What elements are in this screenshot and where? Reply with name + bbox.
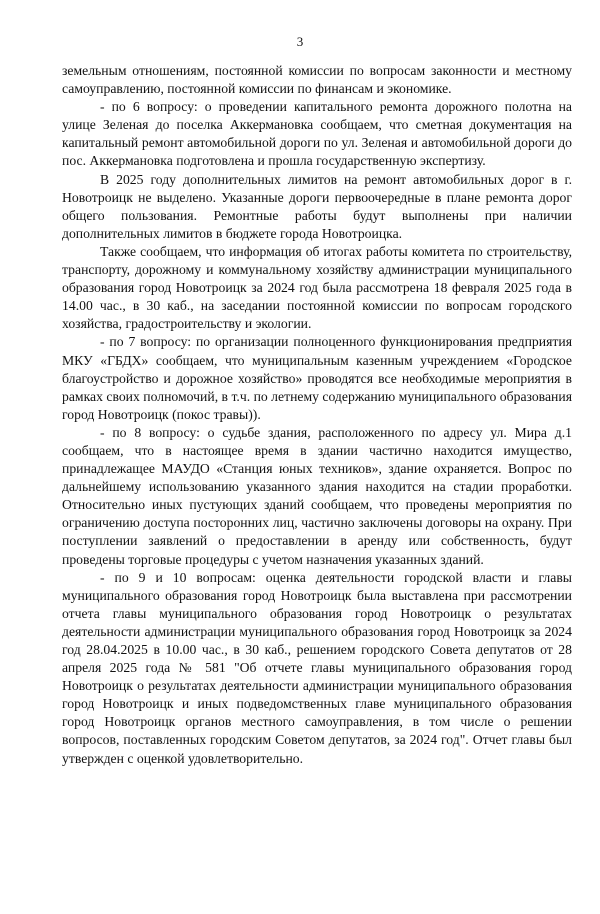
paragraph-question-8: - по 8 вопросу: о судьбе здания, расположенного по адресу ул. Мира д.1 сообщаем, что в настоящее время в здании частично находится имущество, принадлежащее МАУДО «Станция юных техников», здание охраняется. Вопрос по дальнейшему использованию указанного здания находится на стадии проработки. Относительно иных пустующих зданий сообщаем, что проведены мероприятия по ограничению доступа посторонних лиц, частично заключены договоры на охрану. При поступлении заявлений о предоставлении в аренду или собственность, будут проведены торговые процедуры с учетом назначения указанных зданий. <box>62 424 572 567</box>
paragraph-question-6: - по 6 вопросу: о проведении капитального ремонта дорожного полотна на улице Зеленая до поселка Аккермановка сообщаем, что сметная документация на капитальный ремонт автомобильной дороги по ул. Зеленая и автомобильной дороги до пос. Аккермановка подготовлена и прошла государственную экспертизу. <box>62 99 572 169</box>
paragraph-continuation: земельным отношениям, постоянной комиссии по вопросам законности и местному самоуправлению, постоянной комиссии по финансам и экономике. <box>62 63 572 97</box>
paragraph-questions-9-10: - по 9 и 10 вопросам: оценка деятельности городской власти и главы муниципального образования город Новотроицк была выставлена при рассмотрении отчета главы муниципального образования город Новотроицк о результатах деятельности администрации муниципального образования город Новотроицк за 2024 год 28.04.2025 в 10.00 час., в 30 каб., решением городского Совета депутатов от 28 апреля 2025 года № 581 "Об отчете главы муниципального образования город Новотроицк о результатах деятельности администрации муниципального образования город Новотроицк и иных подведомственных главе муниципального образования город Новотроицк органов местного самоуправления, в том числе о решении вопросов, поставленных городским Советом депутатов, за 2024 год". Отчет главы был утвержден с оценкой удовлетворительно. <box>62 569 572 766</box>
page-number: 3 <box>296 34 304 49</box>
paragraph-committee-report: Также сообщаем, что информация об итогах работы комитета по строительству, транспорту, дорожному и коммунальному хозяйству администрации муниципального образования город Новотроицк за 2024 год была рассмотрена 18 февраля 2025 года в 14.00 час., в 30 каб., на заседании постоянной комиссии по вопросам городского хозяйства, градостроительству и экологии. <box>62 243 572 332</box>
document-body <box>62 62 572 768</box>
paragraph-question-7: - по 7 вопросу: по организации полноценного функционирования предприятия МКУ «ГБДХ» сообщаем, что муниципальным казенным учреждением «Городское благоустройство и дорожное хозяйство» проводятся все необходимые мероприятия в рамках своих полномочий, в т.ч. по летнему содержанию муниципального образования город Новотроицк (покос травы)). <box>62 334 572 422</box>
paragraph-road-limits: В 2025 году дополнительных лимитов на ремонт автомобильных дорог в г. Новотроицк не выделено. Указанные дороги первоочередные в плане ремонта дорог общего пользования. Ремонтные работы будут выполнены при наличии дополнительных лимитов в бюджете города Новотроицка. <box>62 171 572 241</box>
